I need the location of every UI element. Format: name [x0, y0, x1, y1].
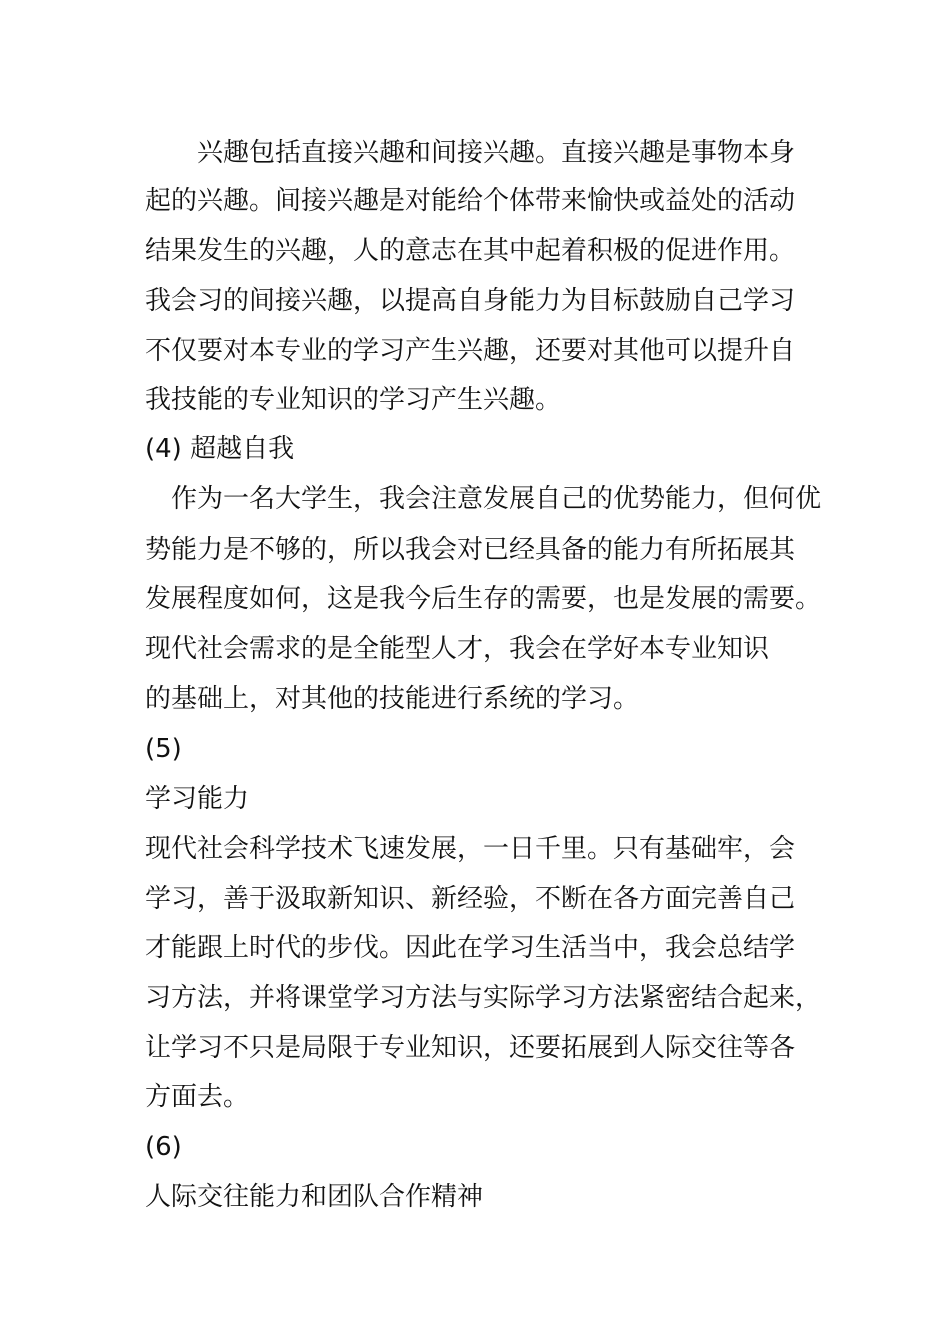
- section-heading-4: [145, 434, 294, 464]
- paragraph-line: 学习，善于汲取新知识、新经验，不断在各方面完善自己: [145, 884, 796, 914]
- section-number: (4): [145, 434, 182, 464]
- paragraph-line: 才能跟上时代的步伐。因此在学习生活当中，我会总结学: [145, 933, 796, 963]
- paragraph-line: 发展程度如何，这是我今后生存的需要，也是发展的需要。: [145, 584, 822, 614]
- section-title-5: 学习能力: [145, 784, 250, 814]
- section-number-6: (6): [145, 1132, 182, 1162]
- section-number-5: (5): [145, 734, 182, 764]
- paragraph-line: 习方法，并将课堂学习方法与实际学习方法紧密结合起来，: [145, 983, 822, 1013]
- paragraph-line: 方面去。: [145, 1082, 250, 1112]
- section-title: 超越自我: [190, 434, 295, 464]
- paragraph-line: 作为一名大学生，我会注意发展自己的优势能力，但何优: [145, 484, 822, 514]
- paragraph-line: 不仅要对本专业的学习产生兴趣，还要对其他可以提升自: [145, 336, 796, 366]
- paragraph-line: 我会习的间接兴趣，以提高自身能力为目标鼓励自己学习: [145, 286, 796, 316]
- section-title-6: 人际交往能力和团队合作精神: [145, 1182, 484, 1212]
- paragraph-line: 的基础上，对其他的技能进行系统的学习。: [145, 684, 640, 714]
- paragraph-line: 势能力是不够的，所以我会对已经具备的能力有所拓展其: [145, 535, 796, 565]
- paragraph-line: 现代社会需求的是全能型人才，我会在学好本专业知识: [145, 634, 770, 664]
- paragraph-line: 我技能的专业知识的学习产生兴趣。: [145, 385, 562, 415]
- paragraph-line: 兴趣包括直接兴趣和间接兴趣。直接兴趣是事物本身: [145, 138, 796, 168]
- paragraph-line: 起的兴趣。间接兴趣是对能给个体带来愉快或益处的活动: [145, 186, 796, 216]
- paragraph-line: 让学习不只是局限于专业知识，还要拓展到人际交往等各: [145, 1033, 796, 1063]
- paragraph-line: 现代社会科学技术飞速发展，一日千里。只有基础牢，会: [145, 834, 796, 864]
- paragraph-line: 结果发生的兴趣，人的意志在其中起着积极的促进作用。: [145, 236, 796, 266]
